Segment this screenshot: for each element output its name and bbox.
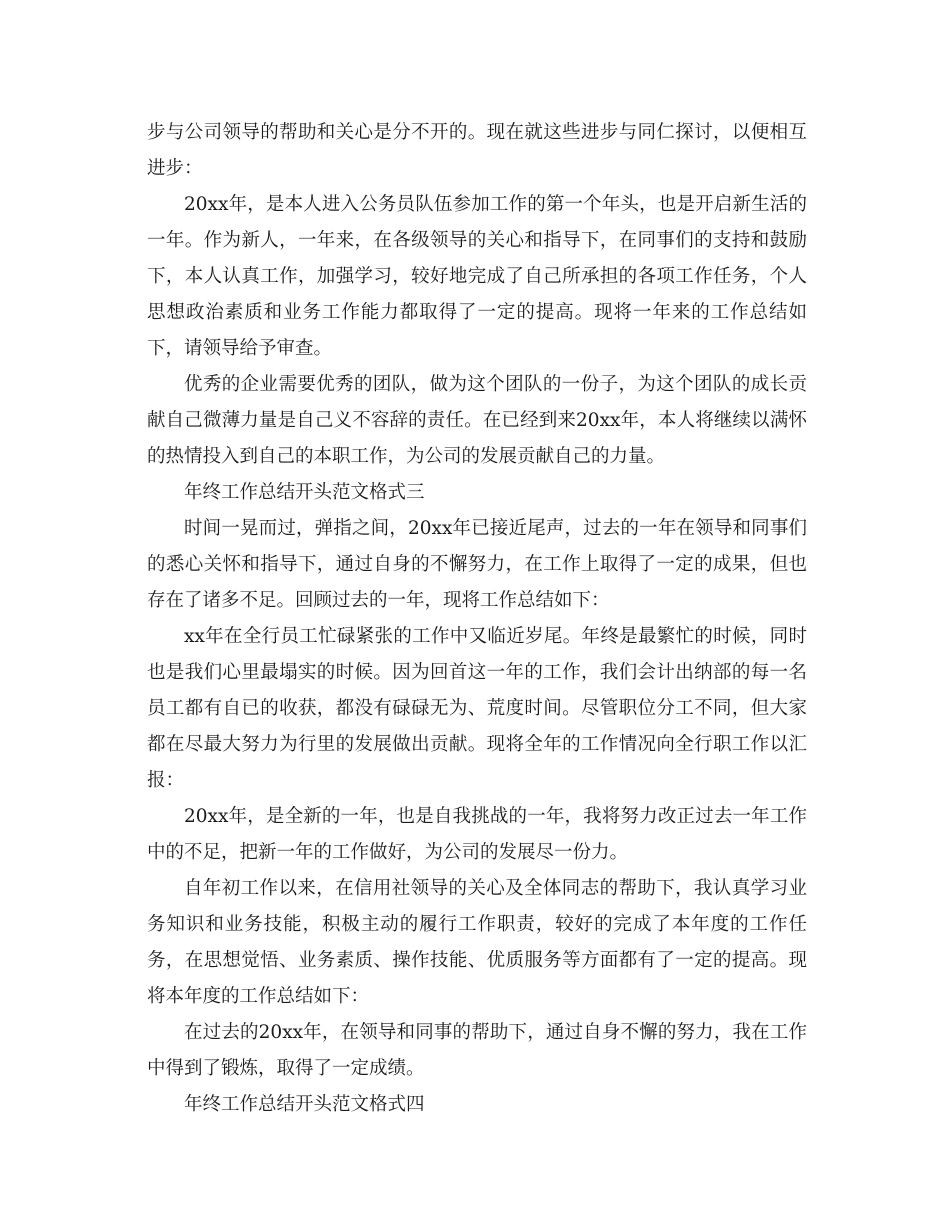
paragraph-1: 步与公司领导的帮助和关心是分不开的。现在就这些进步与同仁探讨，以便相互进步： bbox=[147, 122, 807, 179]
paragraph-9: 在过去的20xx年，在领导和同事的帮助下，通过自身不懈的努力，我在工作中得到了锻炼，取得了一定成绩。 bbox=[147, 1022, 807, 1079]
paragraph-3: 优秀的企业需要优秀的团队，做为这个团队的一份子，为这个团队的成长贡献自己微薄力量是自己义不容辞的责任。在已经到来20xx年，本人将继续以满怀的热情投入到自己的本职工作，为公司的发展贡献自己的力量。 bbox=[147, 374, 807, 467]
paragraph-2: 20xx年，是本人进入公务员队伍参加工作的第一个年头，也是开启新生活的一年。作为新人，一年来，在各级领导的关心和指导下，在同事们的支持和鼓励下，本人认真工作，加强学习，较好地完成了自己所承担的各项工作任务，个人思想政治素质和业务工作能力都取得了一定的提高。现将一年来的工作总结如下，请领导给予审查。 bbox=[147, 194, 807, 359]
paragraph-8: 自年初工作以来，在信用社领导的关心及全体同志的帮助下，我认真学习业务知识和业务技能，积极主动的履行工作职责，较好的完成了本年度的工作任务，在思想觉悟、业务素质、操作技能、优质服务等方面都有了一定的提高。现将本年度的工作总结如下： bbox=[147, 878, 807, 1007]
section-heading-3: 年终工作总结开头范文格式三 bbox=[184, 482, 425, 503]
paragraph-6: xx年在全行员工忙碌紧张的工作中又临近岁尾。年终是最繁忙的时候，同时也是我们心里最塌实的时候。因为回首这一年的工作，我们会计出纳部的每一名员工都有自已的收获，都没有碌碌无为、荒度时间。尽管职位分工不同，但大家都在尽最大努力为行里的发展做出贡献。现将全年的工作情况向全行职工作以汇报： bbox=[147, 626, 807, 791]
section-heading-4: 年终工作总结开头范文格式四 bbox=[184, 1094, 425, 1115]
document-body bbox=[147, 115, 807, 1123]
paragraph-7: 20xx年，是全新的一年，也是自我挑战的一年，我将努力改正过去一年工作中的不足，把新一年的工作做好，为公司的发展尽一份力。 bbox=[147, 806, 807, 863]
paragraph-5: 时间一晃而过，弹指之间，20xx年已接近尾声，过去的一年在领导和同事们的悉心关怀和指导下，通过自身的不懈努力，在工作上取得了一定的成果，但也存在了诸多不足。回顾过去的一年，现将工作总结如下： bbox=[147, 518, 807, 611]
